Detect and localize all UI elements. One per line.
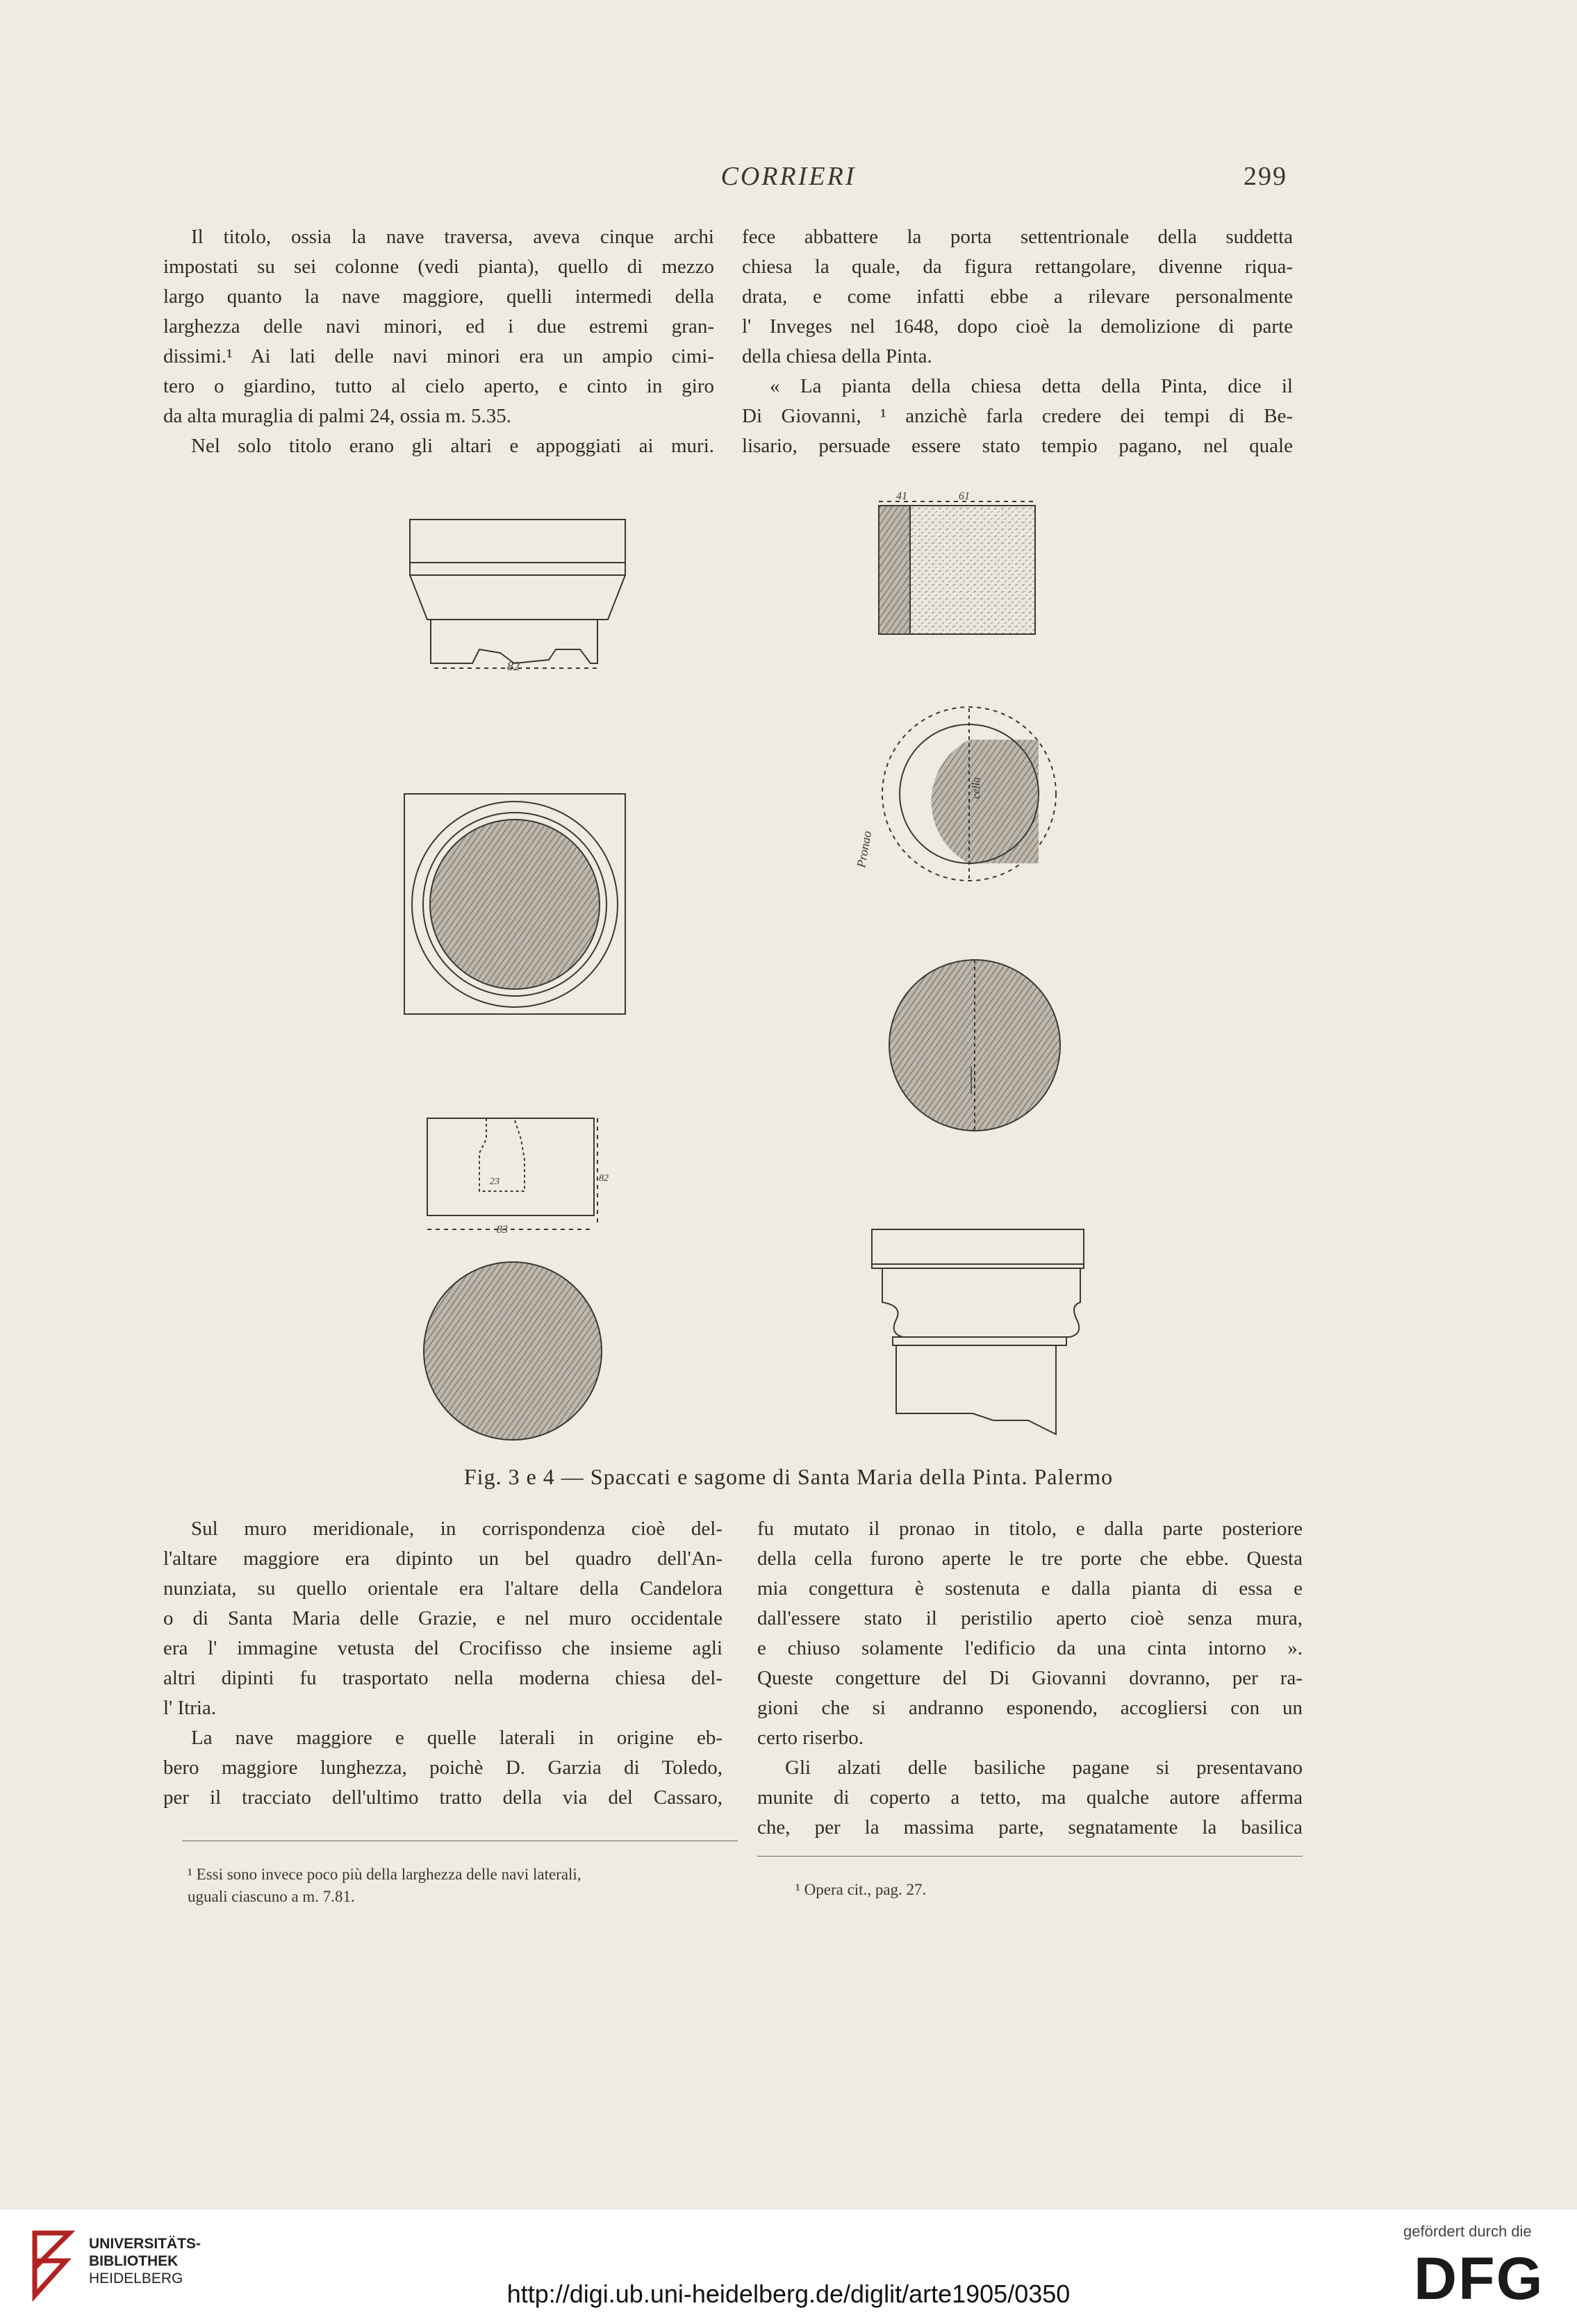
text-line: l'altare maggiore era dipinto un bel quadro dell'An-	[163, 1547, 723, 1570]
dimension-label: 83	[497, 1224, 508, 1236]
text-line: nunziata, su quello orientale era l'altare della Candelora	[163, 1577, 723, 1600]
text-line: Di Giovanni, ¹ anzichè farla credere dei tempi di Be-	[742, 405, 1293, 427]
column-base-elevation	[872, 1229, 1084, 1434]
text-line: Il titolo, ossia la nave traversa, aveva cinque archi	[191, 226, 714, 248]
right-column-bottom	[757, 1514, 1303, 1843]
capital-plan	[404, 794, 625, 1014]
text-line: fece abbattere la porta settentrionale della suddetta	[742, 226, 1293, 248]
text-line: lisario, persuade essere stato tempio pagano, nel quale	[742, 435, 1293, 457]
text-line: della cella furono aperte le tre porte che ebbe. Questa	[757, 1547, 1303, 1570]
footnote-right	[795, 1879, 1282, 1901]
dimension-label: 82	[599, 1173, 609, 1184]
dimension-label: cella	[971, 777, 982, 799]
text-line: Nel solo titolo erano gli altari e appoggiati ai muri.	[191, 435, 714, 457]
dimension-label: 23	[490, 1177, 499, 1187]
text-line: larghezza delle navi minori, ed i due estremi gran-	[163, 315, 714, 338]
column-section	[424, 1262, 602, 1440]
page-number: 299	[1244, 162, 1287, 191]
text-line: Sul muro meridionale, in corrispondenza cioè del-	[191, 1518, 723, 1540]
footnote-line: ¹ Essi sono invece poco più della larghezza delle navi laterali,	[188, 1866, 581, 1883]
text-line: gioni che si andranno esponendo, accogliersi con un	[757, 1697, 1303, 1719]
text-line: impostati su sei colonne (vedi pianta), quello di mezzo	[163, 256, 714, 278]
text-line: largo quanto la nave maggiore, quelli intermedi della	[163, 285, 714, 308]
left-column-bottom	[163, 1514, 723, 1813]
running-header: CORRIERI	[720, 162, 857, 191]
permalink-url[interactable]: http://digi.ub.uni-heidelberg.de/diglit/arte1905/0350	[506, 2280, 1071, 2308]
text-line: munite di coperto a tetto, ma qualche autore afferma	[757, 1786, 1303, 1809]
dimension-label: 41	[896, 490, 907, 502]
dimension-label: Pronao	[854, 829, 875, 869]
figure-caption: Fig. 3 e 4 — Spaccati e sagome di Santa Maria della Pinta. Palermo	[463, 1464, 1114, 1489]
text-line: altri dipinti fu trasportato nella moderna chiesa del-	[163, 1667, 723, 1689]
dimension-label: 61	[959, 490, 970, 502]
text-line: fu mutato il pronao in titolo, e dalla parte posteriore	[757, 1518, 1303, 1540]
dfg-logo: DFG	[1414, 2246, 1544, 2312]
text-line: Queste congetture del Di Giovanni dovranno, per ra-	[757, 1667, 1303, 1689]
capital-elevation	[410, 520, 625, 663]
text-line: dall'essere stato il peristilio aperto cioè senza mura,	[757, 1607, 1303, 1629]
text-line: per il tracciato dell'ultimo tratto della via del Cassaro,	[163, 1786, 723, 1809]
base-section	[427, 1118, 597, 1229]
text-line: era l' immagine vetusta del Crocifisso che insieme agli	[163, 1637, 723, 1659]
text-line: dissimi.¹ Ai lati delle navi minori era un ampio cimi-	[163, 345, 714, 367]
text-line: bero maggiore lunghezza, poichè D. Garzia di Toledo,	[163, 1757, 723, 1779]
wall-section	[879, 501, 1035, 634]
text-line: mia congettura è sostenuta e dalla pianta di essa e	[757, 1577, 1303, 1600]
text-line: l' Inveges nel 1648, dopo cioè la demolizione di parte	[742, 315, 1293, 338]
text-line: che, per la massima parte, segnatamente la basilica	[757, 1816, 1303, 1839]
text-line: certo riserbo.	[757, 1727, 864, 1749]
text-line: della chiesa della Pinta.	[742, 345, 932, 367]
text-line: da alta muraglia di palmi 24, ossia m. 5.35.	[163, 405, 511, 427]
text-line: o di Santa Maria delle Grazie, e nel muro occidentale	[163, 1607, 723, 1629]
library-name: UNIVERSITÄTS- BIBLIOTHEK HEIDELBERG	[89, 2236, 201, 2286]
column-plan-section	[882, 707, 1056, 882]
footnote-line: uguali ciascuno a m. 7.81.	[188, 1888, 355, 1905]
footnote-rule	[757, 1856, 1303, 1857]
text-line: e chiuso solamente l'edificio da una cinta intorno ».	[757, 1637, 1303, 1659]
text-line: La nave maggiore e quelle laterali in origine eb-	[191, 1727, 723, 1749]
text-line: l' Itria.	[163, 1697, 217, 1719]
footnote-left	[188, 1864, 743, 1908]
text-line: drata, e come infatti ebbe a rilevare personalmente	[742, 285, 1293, 308]
text-line: chiesa la quale, da figura rettangolare, divenne riqua-	[742, 256, 1293, 278]
dimension-label: 82	[507, 659, 520, 673]
text-line: Gli alzati delle basiliche pagane si presentavano	[785, 1757, 1303, 1779]
funding-label: gefördert durch die	[1403, 2223, 1532, 2240]
text-line: « La pianta della chiesa detta della Pinta, dice il	[770, 375, 1293, 397]
text-line: tero o giardino, tutto al cielo aperto, e cinto in giro	[163, 375, 714, 397]
footnote-line: ¹ Opera cit., pag. 27.	[795, 1881, 927, 1898]
